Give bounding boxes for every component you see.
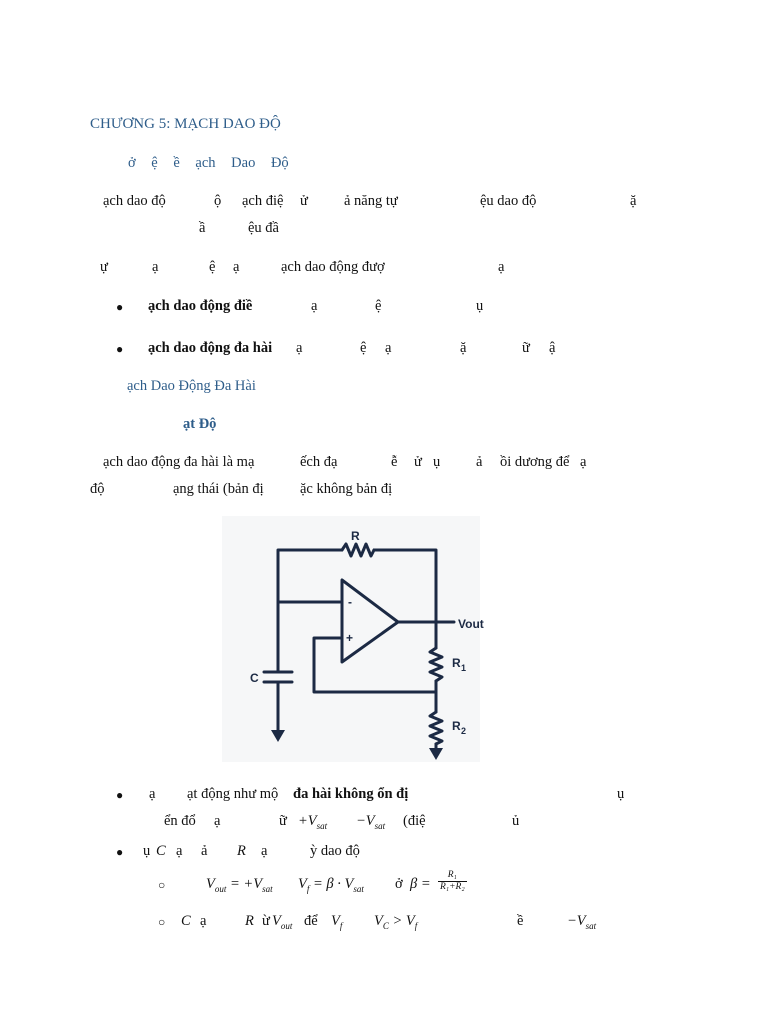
para1-fragment: ộ: [214, 193, 222, 209]
circuit-svg: [222, 516, 484, 762]
bullet-dot: ●: [116, 300, 124, 314]
list-item-text: ệ: [375, 298, 382, 314]
list-item-text: ệ: [360, 340, 367, 356]
list-item-text: (điệ: [403, 813, 426, 829]
para2-fragment: ạch dao động đượ: [281, 259, 385, 275]
para3-fragment: ễ: [391, 454, 398, 470]
circle-bullet: ○: [158, 878, 166, 892]
circuit-diagram: [222, 516, 484, 762]
opamp-triangle: [342, 580, 398, 662]
label-plus: +: [346, 631, 354, 645]
list-item-text: ạ: [311, 298, 318, 314]
math-r: R: [245, 913, 254, 929]
list-item-text: ậ: [549, 340, 556, 356]
list-item-text: ạ: [385, 340, 392, 356]
para1-fragment: ạch điệ: [242, 193, 284, 209]
bullet-dot: ●: [116, 845, 124, 859]
list-item-text: ạt động như mộ: [187, 786, 279, 802]
para1-fragment: ử: [300, 193, 308, 209]
list-item-text: ạ: [149, 786, 156, 802]
math-c: C: [156, 843, 166, 859]
list-item-text: ữ: [522, 340, 530, 356]
list-item-text: ển đổ: [164, 813, 196, 829]
list-item-text: ạ: [214, 813, 221, 829]
list-item-text: ụ: [143, 843, 151, 859]
math-vout: $V_{out}$: [272, 913, 293, 931]
list-item-text: ủ: [512, 813, 520, 829]
math-vsat-pos: $+V_{sat}$: [298, 813, 328, 831]
bullet-dot: ●: [116, 788, 124, 802]
list-item-text: ở: [395, 876, 403, 892]
list-item-text: để: [304, 913, 318, 929]
list-item-bold: ạch dao động đa hài: [148, 340, 273, 356]
para3-fragment: ụ: [433, 454, 441, 470]
label-minus: -: [348, 595, 352, 609]
resistor-r: [342, 544, 374, 556]
list-item-text: ụ: [617, 786, 625, 802]
list-item-text: ạ: [261, 843, 268, 859]
list-item-bold: đa hài không ổn đị: [293, 786, 409, 802]
bullet-dot: ●: [116, 342, 124, 356]
math-vout-eq: $V_{out} = +V_{sat}$: [206, 876, 273, 894]
math-c: C: [181, 913, 191, 929]
para3-fragment: ạch dao động đa hài là mạ: [103, 454, 255, 470]
para3-fragment: ử: [414, 454, 422, 470]
section1-heading: ở ệ ề ạch Dao Độ: [128, 155, 289, 171]
math-r: R: [237, 843, 246, 859]
ground-arrow-c: [271, 730, 285, 742]
para3-fragment: ồi dương để: [500, 454, 570, 470]
para3-fragment: ạng thái (bản đị: [173, 481, 264, 497]
para2-fragment: ệ: [209, 259, 216, 275]
para1-fragment: ệu đầ: [248, 220, 279, 236]
ground-arrow-r2: [429, 748, 443, 760]
para2-fragment: ạ: [233, 259, 240, 275]
list-item-bold: ạch dao động điề: [148, 298, 253, 314]
resistor-r1: [430, 648, 442, 681]
list-item-text: ả: [201, 843, 208, 859]
para2-fragment: ự: [100, 259, 108, 275]
label-vout: Vout: [458, 617, 484, 631]
resistor-r2: [430, 712, 442, 744]
list-item-text: ụ: [476, 298, 484, 314]
list-item-text: ề: [517, 913, 524, 929]
para3-fragment: ả: [476, 454, 483, 470]
label-r1: R: [452, 656, 461, 670]
para1-fragment: ạch dao độ: [103, 193, 166, 209]
list-item-text: ỳ dao độ: [310, 843, 360, 859]
wire-top-right: [374, 550, 436, 624]
label-r: R: [351, 529, 360, 543]
para1-fragment: ặ: [630, 193, 637, 209]
list-item-text: ạ: [296, 340, 303, 356]
para3-fragment: ếch đạ: [300, 454, 338, 470]
label-r2-sub: 2: [461, 726, 467, 736]
para3-fragment: độ: [90, 481, 105, 497]
math-vf-eq: $V_f = \beta \cdot V_{sat}$: [298, 876, 364, 894]
label-r1-sub: 1: [461, 663, 467, 673]
para3-fragment: ặc không bản đị: [300, 481, 393, 497]
para1-fragment: ệu dao độ: [480, 193, 537, 209]
para1-fragment: ả năng tự: [344, 193, 398, 209]
list-item-text: ặ: [460, 340, 467, 356]
para1-fragment: ầ: [199, 220, 206, 236]
math-vsat-neg: $-V_{sat}$: [567, 913, 597, 931]
math-beta: β =: [410, 876, 431, 892]
wire-feedback: [314, 638, 436, 692]
math-vc-gt-vf: $V_C > V_f$: [374, 913, 418, 931]
list-item-text: ạ: [200, 913, 207, 929]
label-r2: R: [452, 719, 461, 733]
math-fraction: $\frac{\text{R₁}}{\text{R₁+R₂}}$: [440, 870, 465, 892]
section2-heading: ạch Dao Động Đa Hài: [127, 378, 256, 394]
para2-fragment: ạ: [498, 259, 505, 275]
circle-bullet: ○: [158, 915, 166, 929]
list-item-text: ạ: [176, 843, 183, 859]
para3-fragment: ạ: [580, 454, 587, 470]
list-item-text: ữ: [279, 813, 287, 829]
math-vsat-neg: $-V_{sat}$: [356, 813, 386, 831]
para2-fragment: ạ: [152, 259, 159, 275]
wire-top: [278, 550, 342, 672]
math-vf: $V_f$: [331, 913, 343, 931]
chapter-title: CHƯƠNG 5: MẠCH DAO ĐỘ: [90, 116, 281, 132]
section2-subheading: ạt Độ: [183, 416, 217, 432]
list-item-text: ừ: [262, 913, 270, 929]
label-c: C: [250, 671, 259, 685]
